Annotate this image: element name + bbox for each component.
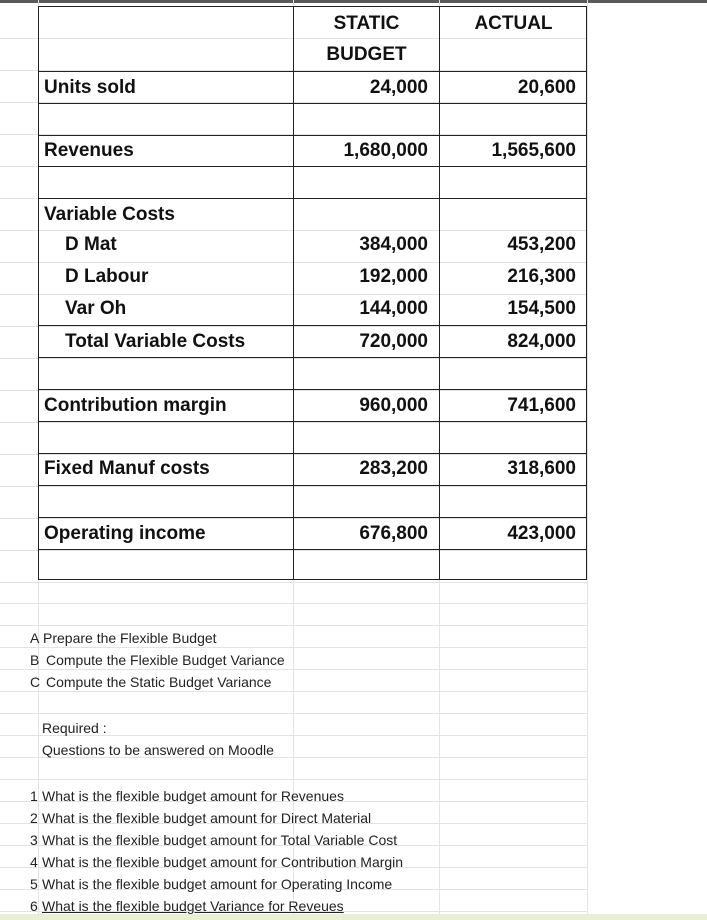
grid-row-line <box>0 779 588 780</box>
grid-row-line <box>0 691 588 692</box>
grid-row-line <box>0 669 588 670</box>
row-divider <box>39 135 586 136</box>
row-divider <box>39 389 586 390</box>
row-divider <box>39 103 586 104</box>
static-fixed-manuf-costs: 283,200 <box>359 458 428 479</box>
row-divider <box>39 357 586 358</box>
static-d-mat: 384,000 <box>359 234 428 255</box>
actual-d-mat: 453,200 <box>507 234 576 255</box>
static-revenues: 1,680,000 <box>343 140 428 161</box>
question-text: What is the flexible budget amount for Contribution Margin <box>42 854 404 870</box>
required-label: Required : <box>42 720 107 736</box>
task-letter: B <box>30 652 40 668</box>
row-divider <box>39 485 586 486</box>
actual-operating-income: 423,000 <box>507 523 576 544</box>
budget-table <box>38 6 587 580</box>
task-text: Prepare the Flexible Budget <box>43 630 217 646</box>
row-divider <box>39 517 586 518</box>
grid-row-line <box>0 582 588 583</box>
question-number: 6 <box>30 898 38 914</box>
task-letter: C <box>30 674 41 690</box>
row-divider <box>39 71 586 72</box>
label-total-variable-costs: Total Variable Costs <box>65 331 246 352</box>
label-d-labour: D Labour <box>65 266 149 287</box>
row-divider <box>39 453 586 454</box>
actual-fixed-manuf-costs: 318,600 <box>507 458 576 479</box>
required-note: Questions to be answered on Moodle <box>42 742 274 758</box>
question-text: What is the flexible budget amount for Revenues <box>42 788 344 804</box>
actual-var-oh: 154,500 <box>507 298 576 319</box>
actual-d-labour: 216,300 <box>507 266 576 287</box>
task-text: Compute the Static Budget Variance <box>46 674 272 690</box>
label-operating-income: Operating income <box>44 523 206 544</box>
row-divider <box>39 549 586 550</box>
bottom-status-strip <box>0 914 707 920</box>
row-divider <box>39 198 586 199</box>
static-operating-income: 676,800 <box>359 523 428 544</box>
question-text: What is the flexible budget Variance for Reveues <box>42 898 344 914</box>
task-text: Compute the Flexible Budget Variance <box>46 652 285 668</box>
header-static-line2: BUDGET <box>326 44 407 65</box>
actual-contribution-margin: 741,600 <box>507 395 576 416</box>
grid-col-line <box>587 0 588 914</box>
static-var-oh: 144,000 <box>359 298 428 319</box>
question-number: 3 <box>30 832 38 848</box>
actual-total-variable-costs: 824,000 <box>507 331 576 352</box>
actual-revenues: 1,565,600 <box>491 140 576 161</box>
actual-units-sold: 20,600 <box>517 77 576 98</box>
question-text: What is the flexible budget amount for Operating Income <box>42 876 393 892</box>
row-divider <box>39 325 586 326</box>
col-divider <box>293 7 294 579</box>
static-units-sold: 24,000 <box>369 77 428 98</box>
col-divider <box>439 7 440 579</box>
header-static-line1: STATIC <box>333 13 400 34</box>
question-number: 4 <box>30 854 38 870</box>
grid-row-line <box>0 647 588 648</box>
label-var-oh: Var Oh <box>65 298 127 319</box>
label-variable-costs: Variable Costs <box>44 204 175 225</box>
static-contribution-margin: 960,000 <box>359 395 428 416</box>
label-contribution-margin: Contribution margin <box>44 395 227 416</box>
label-units-sold: Units sold <box>44 77 136 98</box>
header-actual: ACTUAL <box>474 13 553 34</box>
grid-row-line <box>0 603 588 604</box>
question-number: 1 <box>30 788 38 804</box>
label-fixed-manuf-costs: Fixed Manuf costs <box>44 458 210 479</box>
static-total-variable-costs: 720,000 <box>359 331 428 352</box>
question-text: What is the flexible budget amount for Total Variable Cost <box>42 832 398 848</box>
question-number: 2 <box>30 810 38 826</box>
row-divider <box>39 421 586 422</box>
label-d-mat: D Mat <box>65 234 117 255</box>
grid-row-line <box>0 625 588 626</box>
grid-row-line <box>0 713 588 714</box>
task-letter: A <box>30 630 40 646</box>
label-revenues: Revenues <box>44 140 134 161</box>
question-number: 5 <box>30 876 38 892</box>
question-text: What is the flexible budget amount for Direct Material <box>42 810 372 826</box>
row-divider <box>39 166 586 167</box>
static-d-labour: 192,000 <box>359 266 428 287</box>
